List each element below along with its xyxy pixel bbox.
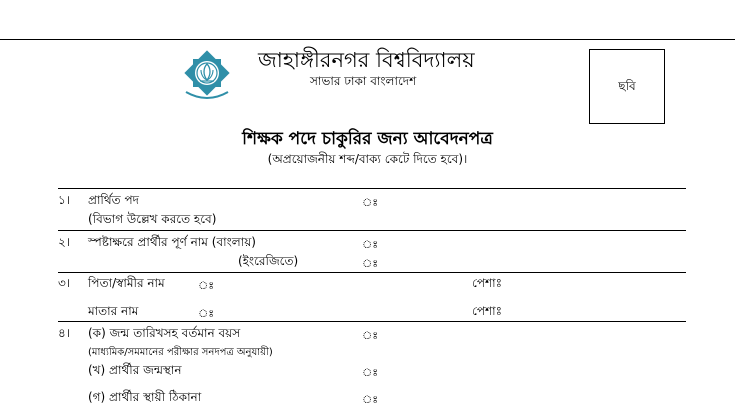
row-1-label: প্রার্থিত পদ (88, 193, 139, 207)
row-3-number: ৩। (58, 276, 71, 290)
row-4c-label: (গ) প্রার্থীর স্থায়ী ঠিকানা (88, 390, 202, 404)
row-divider (58, 272, 686, 273)
top-border-line (0, 39, 735, 40)
row-3b-occupation: পেশাঃ (472, 304, 502, 318)
row-2-number: ২। (58, 235, 71, 249)
row-4a-note: (মাধ্যমিক/সমমানের পরীক্ষার সনদপত্র অনুযায়ী) (88, 347, 273, 358)
university-logo (178, 44, 236, 102)
row-3-label: পিতা/স্বামীর নাম (88, 276, 165, 290)
row-4a-colon: ঃ (362, 329, 379, 342)
row-1-number: ১। (58, 193, 71, 207)
row-divider (58, 321, 686, 322)
row-3b-colon: ঃ (198, 307, 215, 320)
row-1-note: (বিভাগ উল্লেখ করতে হবে) (88, 212, 217, 226)
row-3-occupation: পেশাঃ (472, 276, 502, 290)
form-title: শিক্ষক পদে চাকুরির জন্য আবেদনপত্র (242, 129, 493, 149)
row-1-colon: ঃ (362, 196, 379, 209)
row-4b-label: (খ) প্রার্থীর জন্মস্থান (88, 363, 182, 377)
row-4b-colon: ঃ (362, 366, 379, 379)
row-4a-label: (ক) জন্ম তারিখসহ বর্তমান বয়স (88, 326, 241, 340)
photo-box (589, 49, 665, 124)
row-2-sub-label: (ইংরেজিতে) (238, 254, 299, 268)
row-2-colon: ঃ (362, 238, 379, 251)
row-divider (58, 230, 686, 231)
photo-label: ছবি (618, 79, 636, 93)
form-subtitle: (অপ্রয়োজনীয় শব্দ/বাক্য কেটে দিতে হবে)। (267, 152, 468, 166)
row-3-colon: ঃ (198, 279, 215, 292)
row-4c-colon: ঃ (362, 393, 379, 406)
row-divider (58, 188, 686, 189)
row-2-label: স্পষ্টাক্ষরে প্রার্থীর পূর্ণ নাম (বাংলায়) (88, 235, 256, 249)
row-3b-label: মাতার নাম (88, 304, 139, 318)
university-name: জাহাঙ্গীরনগর বিশ্ববিদ্যালয় (258, 48, 475, 72)
row-2-sub-colon: ঃ (362, 257, 379, 270)
row-4-number: ৪। (58, 326, 71, 340)
university-address: সাভার ঢাকা বাংলাদেশ (310, 74, 417, 88)
